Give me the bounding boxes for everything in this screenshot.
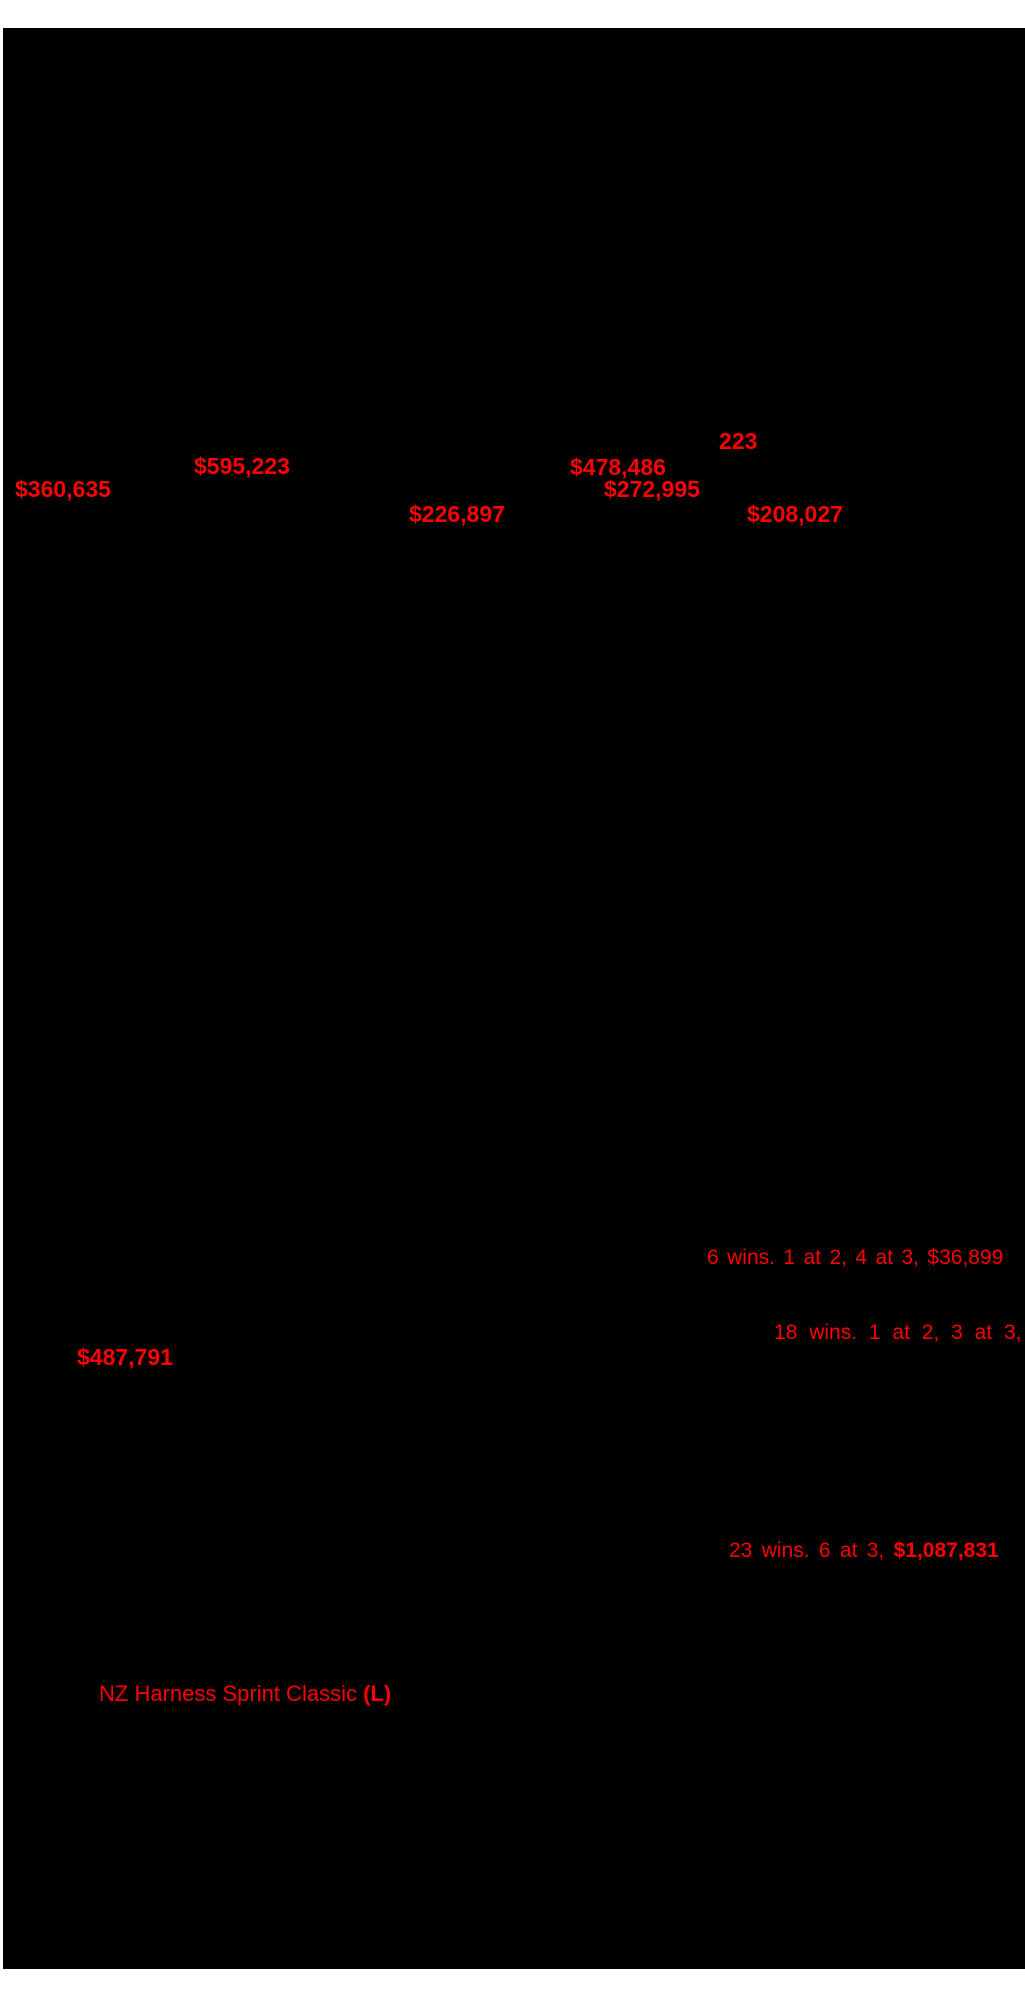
earnings-amount: $272,995 [604,476,700,502]
earnings-amount: $360,635 [15,476,111,502]
earnings-partial-number: 223 [719,428,758,454]
stakes-earnings-amount: $1,087,831 [893,1539,999,1562]
race-name: NZ Harness Sprint Classic [99,1681,364,1706]
race-grade-label: (L) [363,1681,392,1706]
race-record-text: 23 wins. 6 at 3, [729,1539,894,1562]
earnings-amount: $487,791 [77,1344,173,1370]
earnings-amount: $595,223 [194,453,290,479]
earnings-amount: $478,486 [570,454,666,480]
race-name-line [99,1683,391,1705]
earnings-amount: $226,897 [409,501,505,527]
race-record-line [729,1540,999,1561]
race-record-line: 18 wins. 1 at 2, 3 at 3, [774,1321,1022,1344]
document-dark-panel [3,28,1025,1969]
earnings-amount: $208,027 [747,501,843,527]
race-record-line: 6 wins. 1 at 2, 4 at 3, $36,899 [707,1246,1004,1269]
